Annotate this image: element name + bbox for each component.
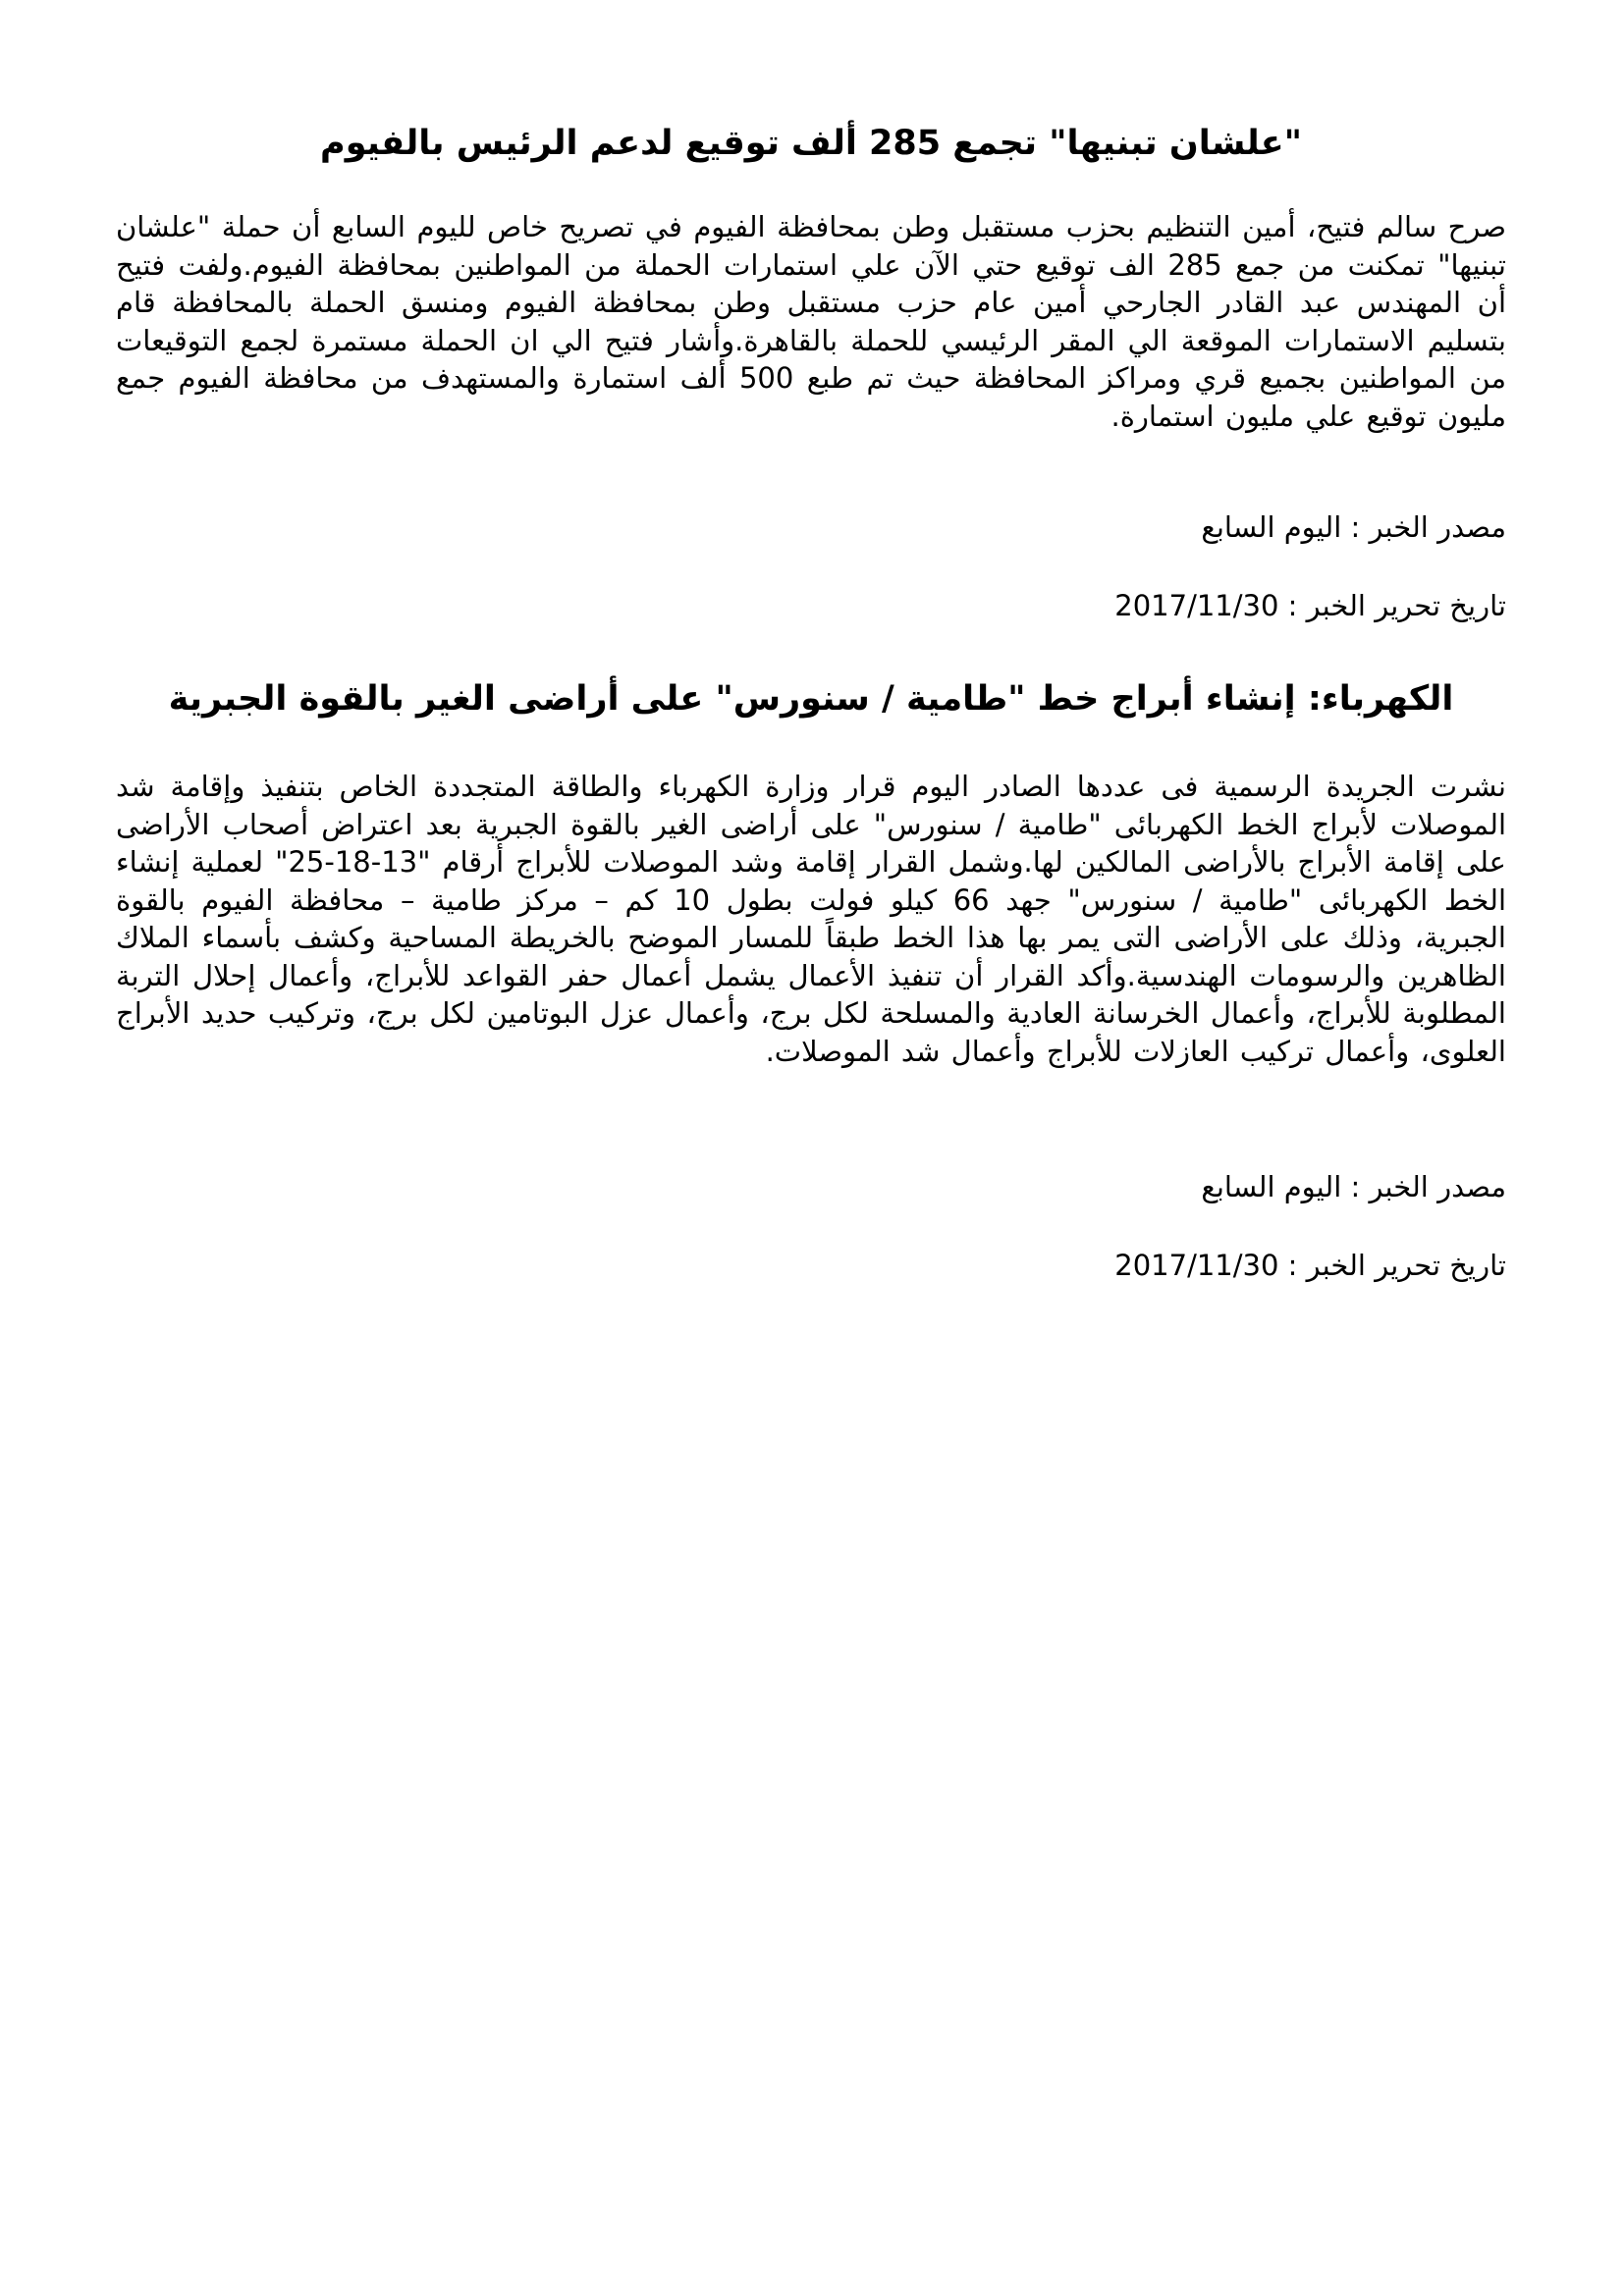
- article-source: مصدر الخبر : اليوم السابع: [1201, 1170, 1506, 1203]
- article-headline: "علشان تبنيها" تجمع 285 ألف توقيع لدعم الرئيس بالفيوم: [320, 124, 1302, 163]
- article-date: تاريخ تحرير الخبر : 2017/11/30: [1114, 1249, 1506, 1282]
- news-article: [116, 120, 1507, 622]
- article-source: مصدر الخبر : اليوم السابع: [1201, 510, 1506, 544]
- article-body: صرح سالم فتيح، أمين التنظيم بحزب مستقبل وطن بمحافظة الفيوم في تصريح خاص لليوم السابع أن حملة "علشان تبنيها" تمكنت من جمع 285 الف توقيع حتي الآن علي استمارات الحملة من المواطنين بمحافظة الفيوم.ولفت فتيح أن المهندس عبد القادر الجارحي أمين عام حزب مستقبل وطن بمحافظة الفيوم ومنسق الحملة بالمحافظة قام بتسليم الاستمارات الموقعة الي المقر الرئيسي للحملة بالقاهرة.وأشار فتيح الي ان الحملة مستمرة لجمع التوقيعات من المواطنين بجميع قري ومراكز المحافظة حيث تم طبع 500 ألف استمارة والمستهدف من محافظة الفيوم جمع مليون توقيع علي مليون استمارة.: [116, 210, 1507, 433]
- article-headline: الكهرباء: إنشاء أبراج خط "طامية / سنورس" على أراضى الغير بالقوة الجبرية: [168, 679, 1454, 719]
- article-body: نشرت الجريدة الرسمية فى عددها الصادر اليوم قرار وزارة الكهرباء والطاقة المتجددة الخاص بتنفيذ وإقامة شد الموصلات لأبراج الخط الكهربائى "طامية / سنورس" على أراضى الغير بالقوة الجبرية بعد اعتراض أصحاب الأراضى على إقامة الأبراج بالأراضى المالكين لها.وشمل القرار إقامة وشد الموصلات للأبراج أرقام "13-18-25" لعملية إنشاء الخط الكهربائى "طامية / سنورس" جهد 66 كيلو فولت بطول 10 كم – مركز طامية – محافظة الفيوم بالقوة الجبرية، وذلك على الأراضى التى يمر بها هذا الخط طبقاً للمسار الموضح بالخريطة المساحية وكشف بأسماء الملاك الظاهرين والرسومات الهندسية.وأكد القرار أن تنفيذ الأعمال يشمل أعمال حفر القواعد للأبراج، وأعمال إحلال التربة المطلوبة للأبراج، وأعمال الخرسانة العادية والمسلحة لكل برج، وأعمال عزل البوتامين لكل برج، وتركيب حديد الأبراج العلوى، وأعمال تركيب العازلات للأبراج وأعمال شد الموصلات.: [116, 770, 1506, 1068]
- article-date: تاريخ تحرير الخبر : 2017/11/30: [1114, 589, 1506, 622]
- news-article: [116, 675, 1506, 1282]
